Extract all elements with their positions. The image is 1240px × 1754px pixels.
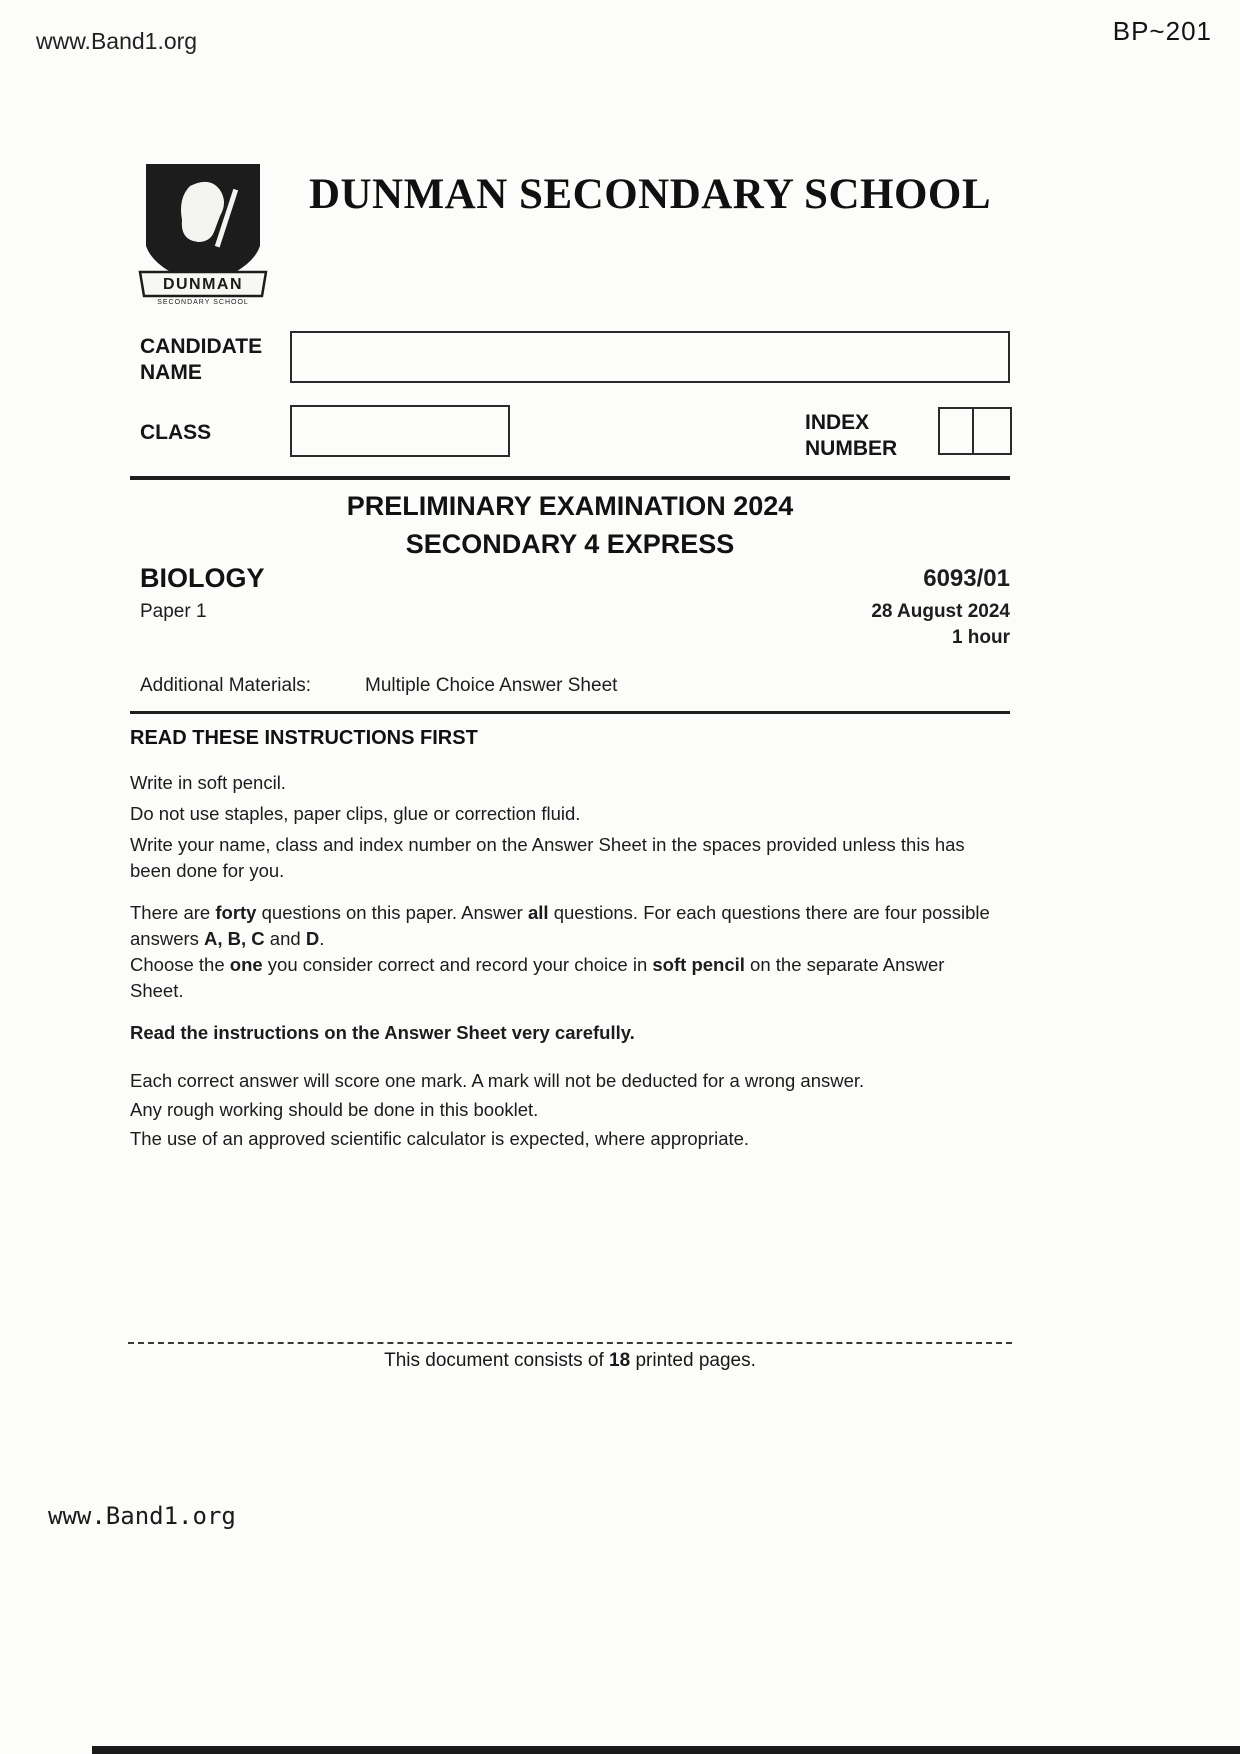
- instruction-5-bold-soft-pencil: soft pencil: [652, 954, 745, 975]
- instructions-rule: [130, 711, 1010, 714]
- candidate-name-box: [290, 331, 1010, 383]
- school-crest-logo: [138, 160, 268, 310]
- page-count-text: This document consists of: [384, 1350, 610, 1371]
- instruction-4-bold-forty: forty: [215, 902, 257, 923]
- index-number-label-line2: NUMBER: [805, 437, 898, 461]
- instruction-4-text: questions on this paper. Answer: [256, 902, 528, 923]
- index-number-box: [938, 407, 1012, 455]
- instruction-paragraph-6: Read the instructions on the Answer Sheet very carefully.: [130, 1022, 635, 1043]
- instruction-5-text: Choose the: [130, 954, 230, 975]
- exam-subtitle: SECONDARY 4 EXPRESS: [405, 529, 735, 559]
- page-count-text: printed pages.: [630, 1350, 756, 1371]
- crest-banner-text: DUNMAN: [162, 276, 244, 293]
- instruction-4-text: and: [264, 928, 306, 950]
- school-name-title: DUNMAN SECONDARY SCHOOL: [308, 171, 992, 218]
- paper-code: 6093/01: [923, 565, 1010, 592]
- instruction-4-bold-all: all: [528, 902, 549, 923]
- instruction-4-bold-d: D: [305, 928, 320, 950]
- instruction-4-bold-abc: A, B, C: [204, 928, 265, 950]
- paper-number: Paper 1: [140, 601, 207, 622]
- exam-duration: 1 hour: [951, 627, 1010, 648]
- page-count-note: [130, 1350, 1010, 1372]
- instruction-5-text: on the separate Answer Sheet.: [130, 954, 945, 1002]
- class-label: CLASS: [140, 421, 212, 444]
- instruction-paragraph-4: [130, 900, 1002, 953]
- instruction-5-bold-one: one: [229, 954, 263, 975]
- instruction-4-text: There are: [130, 902, 216, 923]
- header-rule: [130, 476, 1010, 480]
- candidate-name-label-line2: NAME: [140, 361, 202, 385]
- instruction-4-text: .: [319, 928, 325, 950]
- exam-date: 28 August 2024: [871, 601, 1010, 622]
- instructions-heading: READ THESE INSTRUCTIONS FIRST: [130, 727, 478, 749]
- page-count-number: 18: [609, 1350, 631, 1371]
- instruction-paragraph-5: [130, 952, 1002, 1005]
- instruction-paragraph-7: Each correct answer will score one mark. A mark will not be deducted for a wrong answer.: [130, 1070, 865, 1091]
- site-watermark-top: www.Band1.org: [36, 28, 198, 54]
- subject-name: BIOLOGY: [140, 563, 265, 593]
- candidate-name-label-line1: CANDIDATE: [140, 335, 263, 358]
- bp-code: BP~201: [1112, 16, 1212, 46]
- crest-banner-subtext: SECONDARY SCHOOL: [157, 299, 249, 306]
- index-number-label: [805, 410, 897, 463]
- additional-materials-label: Additional Materials:: [140, 675, 312, 696]
- scan-edge-bar: [92, 1746, 1240, 1754]
- index-number-box-divider: [972, 409, 974, 453]
- instruction-paragraph-3: Write your name, class and index number on the Answer Sheet in the spaces provided unless this has been done for you.: [130, 834, 965, 882]
- instruction-5-text: you consider correct and record your choice in: [262, 954, 653, 975]
- instruction-paragraph-1: Write in soft pencil.: [130, 772, 286, 793]
- exam-title: PRELIMINARY EXAMINATION 2024: [346, 491, 794, 521]
- class-box: [290, 405, 510, 457]
- candidate-name-label: [140, 334, 262, 387]
- instruction-paragraph-8: Any rough working should be done in this booklet.: [130, 1099, 539, 1120]
- instruction-paragraph-2: Do not use staples, paper clips, glue or correction fluid.: [130, 803, 581, 824]
- site-watermark-bottom: www.Band1.org: [48, 1502, 236, 1530]
- additional-materials-value: Multiple Choice Answer Sheet: [365, 675, 618, 696]
- footer-dashed-divider: [128, 1342, 1012, 1344]
- index-number-label-line1: INDEX: [805, 411, 870, 434]
- instruction-4-text: questions. For each questions there are four possible answers: [130, 902, 990, 950]
- instruction-paragraph-9: The use of an approved scientific calculator is expected, where appropriate.: [130, 1128, 750, 1149]
